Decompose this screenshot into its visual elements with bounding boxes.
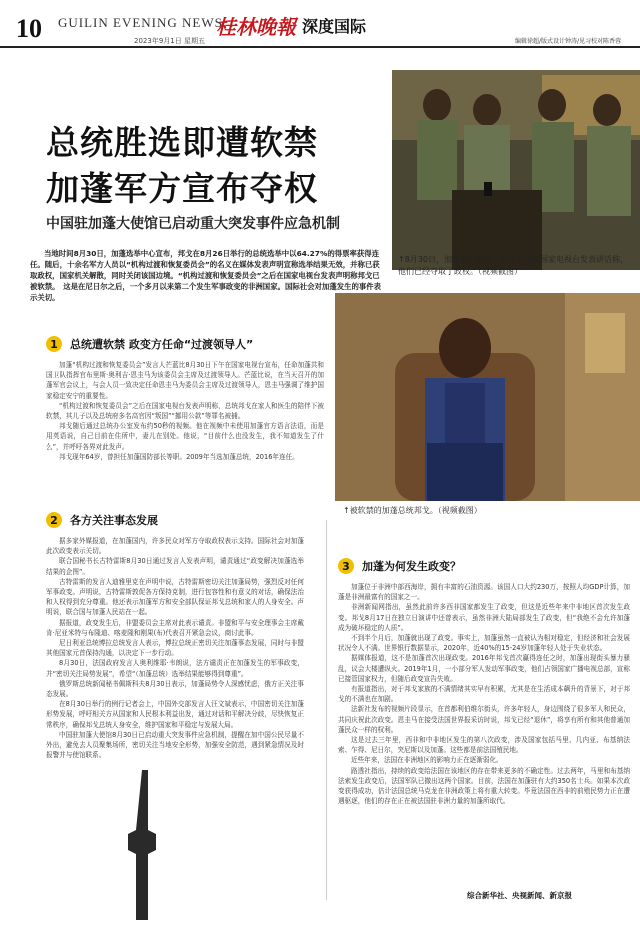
president-photo [335, 293, 640, 501]
headline-line-2: 加蓬军方宣布夺权 [46, 169, 318, 208]
headline-line-1: 总统胜选即遭软禁 [46, 123, 318, 162]
section-2-paragraph: 俄罗斯总统新闻秘书佩斯科夫8月30日表示，加蓬局势令人深感忧虑，俄方正关注事态发展。 [46, 679, 304, 699]
president-photo-caption: ↑被软禁的加蓬总统邦戈。（视频截图） [343, 506, 482, 515]
section-3-paragraph: 据媒体报道，这不是加蓬首次出现政变。2016年邦戈首次赢得连任之时，加蓬出现街头暴力骚乱，议会大楼遭纵火。2019年1月，一小部分军人发动军事政变，他们占领国家广播电视总部，宣称已接管国家权力，但随后政变宣告失败。 [338, 654, 630, 683]
section-2-title: 各方关注事态发展 [70, 514, 158, 527]
section-2-paragraph: 在8月30日举行的例行记者会上，中国外交部发言人汪文斌表示，中国密切关注加蓬形势发展，呼吁相关方从国家和人民根本利益出发，通过对话和平解决分歧，尽快恢复正常秩序，确保邦戈总统人身安全，维护国家和平稳定与发展大局。 [46, 700, 304, 729]
column-divider [326, 520, 327, 900]
section-2-number: 2 [46, 512, 62, 528]
newspaper-english-name: GUILIN EVENING NEWS [58, 15, 223, 30]
section-3-paragraph: 路透社指出，持续的政变给法国在该地区的存在带来更多的不确定性。过去两年，马里和布基纳法索发生政变后，法国军队已撤出这两个国家。目前，法国在加蓬驻有大约350名士兵。如果本次政变获得成功，估计法国总统马克龙在非洲政策上将有重大转变。毕竟法国在西非的前殖民势力正在遭遇驱逐，他们的存在正在被法国驻非洲力量的加蓬所取代。 [338, 766, 630, 806]
section-3-paragraph: 这是过去三年里，西非和中非地区发生的第八次政变，涉及国家包括马里、几内亚、布基纳法索、乍得、尼日尔，突尼斯以及加蓬。这些都是前法国殖民地。 [338, 736, 630, 755]
section-1-paragraph: 邦戈现年64岁，曾担任加蓬国防部长等职。2009年当选加蓬总统，2016年连任。 [59, 452, 299, 461]
section-1-paragraph: 邦戈随后通过总统办公室发布约50秒的视频。他在视频中未使用加蓬官方语言法语，而是用英语说，自己目前在住所中，妻儿在别处。他说，“目前什么也没发生，我不知道发生了什么”，并呼吁各界对此发声。 [46, 422, 324, 451]
lead-paragraph: 当地时间8月30日，加蓬选举中心宣布，邦戈在8月26日举行的总统选举中以64.27%的得票率获得连任。随后，十余名军方人员以“机构过渡和恢复委员会”的名义在媒体发表声明宣称选举结果无效，并称已获取政权，国家机关解散，同时关闭该国边境。“机构过渡和恢复委员会”之后在国家电视台发表声明称邦戈已被软禁。 这是在尼日尔之后，一个多月以来第二个发生军事政变的非洲国家。国际社会对加蓬发生的事件表示关切。 [30, 249, 382, 302]
president-illustration [335, 293, 640, 501]
editor-credits: 编辑徐超/版式设计钟涛/见习校对陈香蓉 [515, 38, 622, 45]
source-byline: 综合新华社、央视新闻、新京报 [467, 891, 572, 900]
deck-subheadline: 中国驻加蓬大使馆已启动重大突发事件应急机制 [46, 216, 340, 232]
section-2-body [46, 536, 304, 760]
masthead [0, 0, 640, 44]
section-1-title: 总统遭软禁 政变方任命“过渡领导人” [70, 338, 254, 351]
section-3-paragraph: 非洲新闻网指出，虽然此前许多西非国家都发生了政变，但这是近些年来中非地区首次发生政变。邦戈8月17日在独立日演讲中还曾表示，虽然非洲大陆局部发生了政变，但“我绝不会允许加蓬成为破坏稳定的人质”。 [338, 603, 630, 632]
section-2-paragraph: 尼日利亚总统博拉总统发言人表示，博拉总统正密切关注加蓬事态发展，同时与非盟其他国家元首保持沟通，以决定下一步行动。 [46, 639, 304, 658]
section-2-paragraph: 古特雷斯的发言人迪雅里克在声明中说，古特雷斯密切关注加蓬局势，强烈反对任何军事政变。声明说，古特雷斯敦促各方保持克制，进行包容性和有意义的对话，确保法治和人权得到充分尊重。他还表示加蓬军方和安全部队保证邦戈总统和家人的人身安全。声明说，联合国与加蓬人民站在一起。 [46, 577, 304, 617]
section-2-paragraph: 中国驻加蓬大使馆8月30日已启动重大突发事件应急机制，提醒在加中国公民尽量不外出，避免去人员聚集场所，密切关注当地安全形势，加强安全防范，遇到紧急情况及时报警并与使馆联系。 [46, 730, 304, 760]
section-3-paragraph: 有报道指出，对于邦戈家族的不满情绪其实早有积累，尤其是在生活成本飙升的背景下，对于邦戈的不满也在加剧。 [338, 685, 630, 704]
rifle-silhouette-icon [112, 770, 172, 920]
section-3-paragraph: 不到半个月后，加蓬就出现了政变。事实上，加蓬虽然一直被认为相对稳定，但经济和社会发展状况令人不满。世界银行数据显示，2020年，近40%的15-24岁加蓬年轻人处于失业状态。 [338, 634, 630, 653]
section-2-paragraph: 联合国秘书长古特雷斯8月30日通过发言人发表声明，谴责通过“政变解决加蓬选举结果的企图”。 [46, 557, 304, 576]
section-3-paragraph: 近些年来，法国在非洲地区的影响力正在逐渐弱化。 [351, 756, 503, 765]
section-1-paragraph: 加蓬“机构过渡和恢复委员会”发言人芒蓝比8月30日下午在国家电视台宣布，任命加蓬共和国卫队指挥官布里斯·奥利吉·恩圭马为该委员会主席及过渡领导人。芒蓝比说，在当天召开的加蓬军官会议上，与会人员一致决定任命恩圭马为委员会主席及过渡领导人，恩圭马强调了维护国家稳定安宁的重要性。 [46, 361, 324, 400]
section-3-header [338, 558, 461, 574]
section-name: 深度国际 [302, 17, 367, 36]
section-2-paragraph: 据报道，政变发生后，非盟委员会主席对此表示谴责。非盟和平与安全理事会主席戴肯·尼亚米特与布隆迪、喀麦隆和刚果(布)代表召开紧急会议，商讨此事。 [46, 618, 304, 637]
section-3-title: 加蓬为何发生政变？ [362, 560, 461, 573]
section-2-paragraph: 8月30日，法国政府发言人奥利维耶·韦朗说，法方谴责正在加蓬发生的军事政变，并“密切关注局势发展”，希望“（加蓬总统）选举结果能够得到尊重”。 [46, 659, 304, 678]
section-3-paragraph: 加蓬位于非洲中部西海岸，拥有丰富的石油资源。该国人口大约230万，按照人均GDP计算，加蓬是非洲最富有的国家之一。 [338, 583, 630, 602]
section-1-paragraph: “机构过渡和恢复委员会”之后在国家电视台发表声明称，总统邦戈在家人和医生的陪伴下被软禁，其儿子以及总统府多名高官因“叛国”“挪用公款”等罪名被捕。 [46, 401, 324, 421]
section-1-body [46, 360, 324, 462]
section-2-header [46, 512, 158, 528]
section-1-number: 1 [46, 336, 62, 352]
soldiers-illustration [392, 70, 640, 270]
section-3-number: 3 [338, 558, 354, 574]
hero-photo-soldiers [392, 70, 640, 270]
issue-date: 2023年9月1日 星期五 [134, 37, 205, 45]
section-3-paragraph: 法新社发布的视频片段显示，在首都利伯维尔街头，许多年轻人，身边围绕了很多军人和民众，共同庆祝此次政变。恩圭马在接受法国世界报采访时说，邦戈已经“退休”，将享有所有和其他普通加蓬民众一样的权利。 [338, 705, 630, 734]
section-3-body [338, 582, 630, 806]
hero-photo-caption: ↑8月30日，加蓬利伯维尔，军方人员在国家电视台发表讲话称，他们已经夺取了政权。（视频截图） [398, 255, 628, 276]
masthead-rule [0, 46, 640, 48]
newspaper-logo: 桂林晚報 [216, 15, 296, 39]
page-number: 10 [16, 14, 42, 43]
section-2-paragraph: 据多家外媒报道，在加蓬国内，许多民众对军方夺取政权表示支持。国际社会对加蓬此次政变表示关切。 [46, 537, 304, 556]
section-1-header [46, 336, 253, 352]
